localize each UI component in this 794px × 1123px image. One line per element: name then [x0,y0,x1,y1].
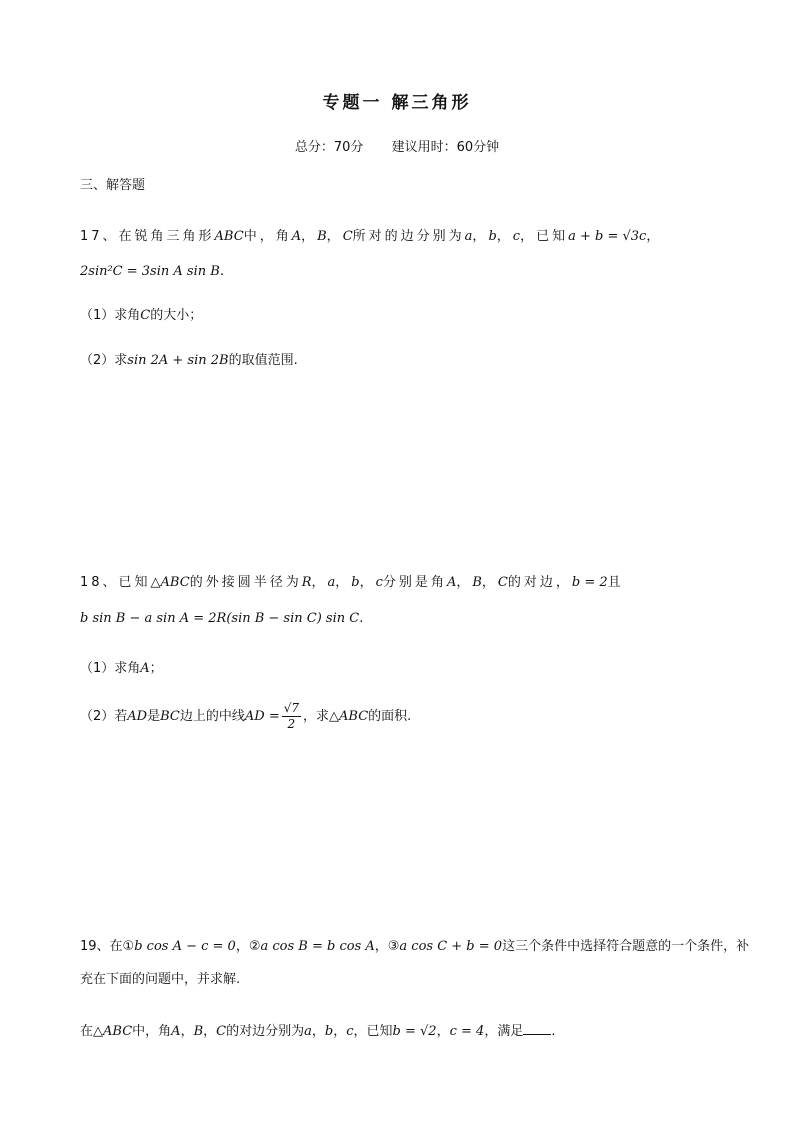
total-score: 总分：70分 [294,140,364,155]
q17-line1: 17、在锐角三角形ABC中，角A，B，C所对的边分别为a，b，c，已知a + b = √3c， [80,229,663,244]
q17-line2: 2sin²C = 3sin A sin B. [80,264,224,279]
q19-line2: 充在下面的问题中，并求解. [80,972,241,987]
page-title: 专题一 解三角形 [322,93,472,113]
q19-line1: 19、在①b cos A − c = 0，②a cos B = b cos A，③a cos C + b = 0这三个条件中选择符合题意的一个条件，补 [80,939,750,954]
q19-line3: 在△ABC中，角A，B，C的对边分别为a，b，c，已知b = √2，c = 4，满足 . [80,1020,720,1042]
section-heading: 三、解答题 [80,178,146,193]
suggested-time: 建议用时：60分钟 [391,140,500,155]
q17-part2: （2）求sin 2A + sin 2B的取值范围. [80,353,298,368]
q18-line1: 18、已知△ABC的外接圆半径为R，a，b，c分别是角A，B，C的对边，b = 2且 [80,575,624,590]
exam-meta [0,136,794,155]
q18-part2: （2）若AD是BC边上的中线AD = $\frac{√7}{2}$ ，求△ABC的面积. [80,701,412,731]
q17-part1: （1）求角C的大小； [80,308,203,323]
q18-line2: b sin B − a sin A = 2R(sin B − sin C) sin C. [80,611,364,626]
fraction-sqrt7-over-2: $\frac{√7}{2}$ [283,701,299,731]
answer-blank [523,1020,551,1035]
q18-part1: （1）求角A； [80,661,163,676]
